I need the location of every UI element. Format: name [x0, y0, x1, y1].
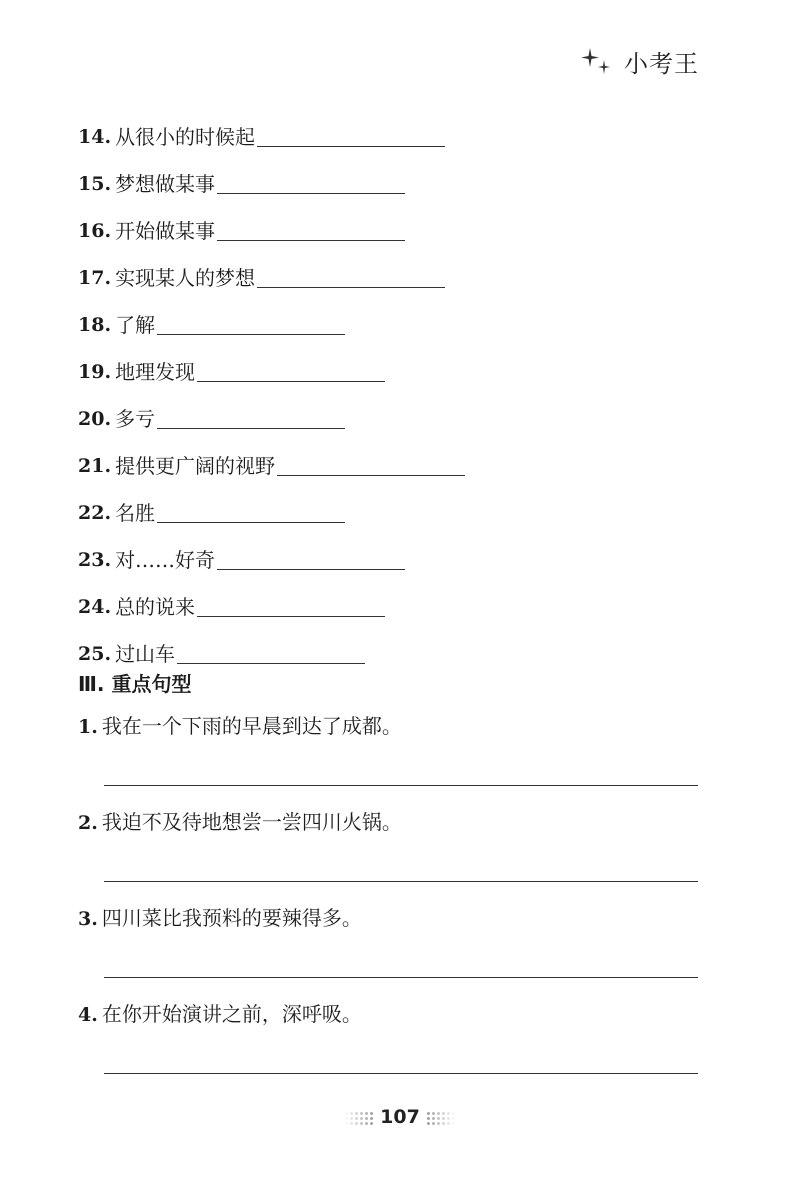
item-number: 18.	[78, 314, 112, 336]
item-text: 地理发现	[115, 360, 196, 384]
vocab-item	[78, 523, 465, 570]
item-number: 19.	[78, 361, 112, 383]
page-number-footer	[0, 1106, 800, 1128]
item-text: 开始做某事	[115, 219, 216, 243]
item-number: 3.	[78, 908, 98, 930]
item-text: 了解	[115, 313, 156, 337]
item-text: 从很小的时候起	[115, 125, 256, 149]
item-number: 17.	[78, 267, 112, 289]
sentence-item	[78, 902, 718, 998]
answer-blank[interactable]	[157, 504, 345, 523]
sparkle-stars-icon	[578, 46, 618, 78]
item-text: 对……好奇	[115, 548, 216, 572]
dot-pattern-icon	[344, 1111, 374, 1125]
answer-line[interactable]	[104, 977, 698, 978]
answer-blank[interactable]	[177, 645, 365, 664]
item-number: 15.	[78, 173, 112, 195]
item-number: 23.	[78, 549, 112, 571]
item-text: 多亏	[115, 407, 156, 431]
sentence-text: 在你开始演讲之前，深呼吸。	[101, 1002, 362, 1026]
vocab-item	[78, 429, 465, 476]
sentence-item	[78, 710, 718, 806]
answer-blank[interactable]	[257, 128, 445, 147]
item-number: 20.	[78, 408, 112, 430]
item-number: 1.	[78, 716, 98, 738]
item-text: 实现某人的梦想	[115, 266, 256, 290]
page-number: 107	[380, 1106, 420, 1128]
item-number: 4.	[78, 1004, 98, 1026]
item-number: 16.	[78, 220, 112, 242]
answer-blank[interactable]	[257, 269, 445, 288]
vocab-item	[78, 382, 465, 429]
sentence-item	[78, 806, 718, 902]
item-text: 名胜	[115, 501, 156, 525]
answer-line[interactable]	[104, 1073, 698, 1074]
vocab-item	[78, 476, 465, 523]
vocab-item	[78, 100, 465, 147]
vocab-item	[78, 570, 465, 617]
answer-blank[interactable]	[197, 363, 385, 382]
item-number: 14.	[78, 126, 112, 148]
answer-blank[interactable]	[157, 410, 345, 429]
item-number: 2.	[78, 812, 98, 834]
vocab-item	[78, 617, 465, 664]
sentence-text: 我迫不及待地想尝一尝四川火锅。	[101, 810, 402, 834]
brand-header	[578, 44, 699, 79]
sentence-text: 四川菜比我预料的要辣得多。	[101, 906, 362, 930]
answer-line[interactable]	[104, 881, 698, 882]
item-number: 25.	[78, 643, 112, 665]
answer-blank[interactable]	[157, 316, 345, 335]
vocab-item	[78, 147, 465, 194]
answer-blank[interactable]	[217, 175, 405, 194]
vocab-item	[78, 241, 465, 288]
sentence-list	[78, 710, 718, 1094]
sentence-item	[78, 998, 718, 1094]
answer-blank[interactable]	[217, 222, 405, 241]
item-text: 梦想做某事	[115, 172, 216, 196]
vocab-item	[78, 194, 465, 241]
item-number: 24.	[78, 596, 112, 618]
section-title: Ⅲ. 重点句型	[78, 672, 192, 696]
dot-pattern-icon	[426, 1111, 456, 1125]
item-number: 22.	[78, 502, 112, 524]
vocab-list	[78, 100, 465, 664]
answer-blank[interactable]	[197, 598, 385, 617]
vocab-item	[78, 335, 465, 382]
answer-blank[interactable]	[277, 457, 465, 476]
answer-blank[interactable]	[217, 551, 405, 570]
item-text: 过山车	[115, 642, 176, 666]
sentence-text: 我在一个下雨的早晨到达了成都。	[101, 714, 402, 738]
vocab-item	[78, 288, 465, 335]
item-number: 21.	[78, 455, 112, 477]
item-text: 提供更广阔的视野	[115, 454, 276, 478]
brand-name: 小考王	[624, 50, 699, 78]
item-text: 总的说来	[115, 595, 196, 619]
answer-line[interactable]	[104, 785, 698, 786]
